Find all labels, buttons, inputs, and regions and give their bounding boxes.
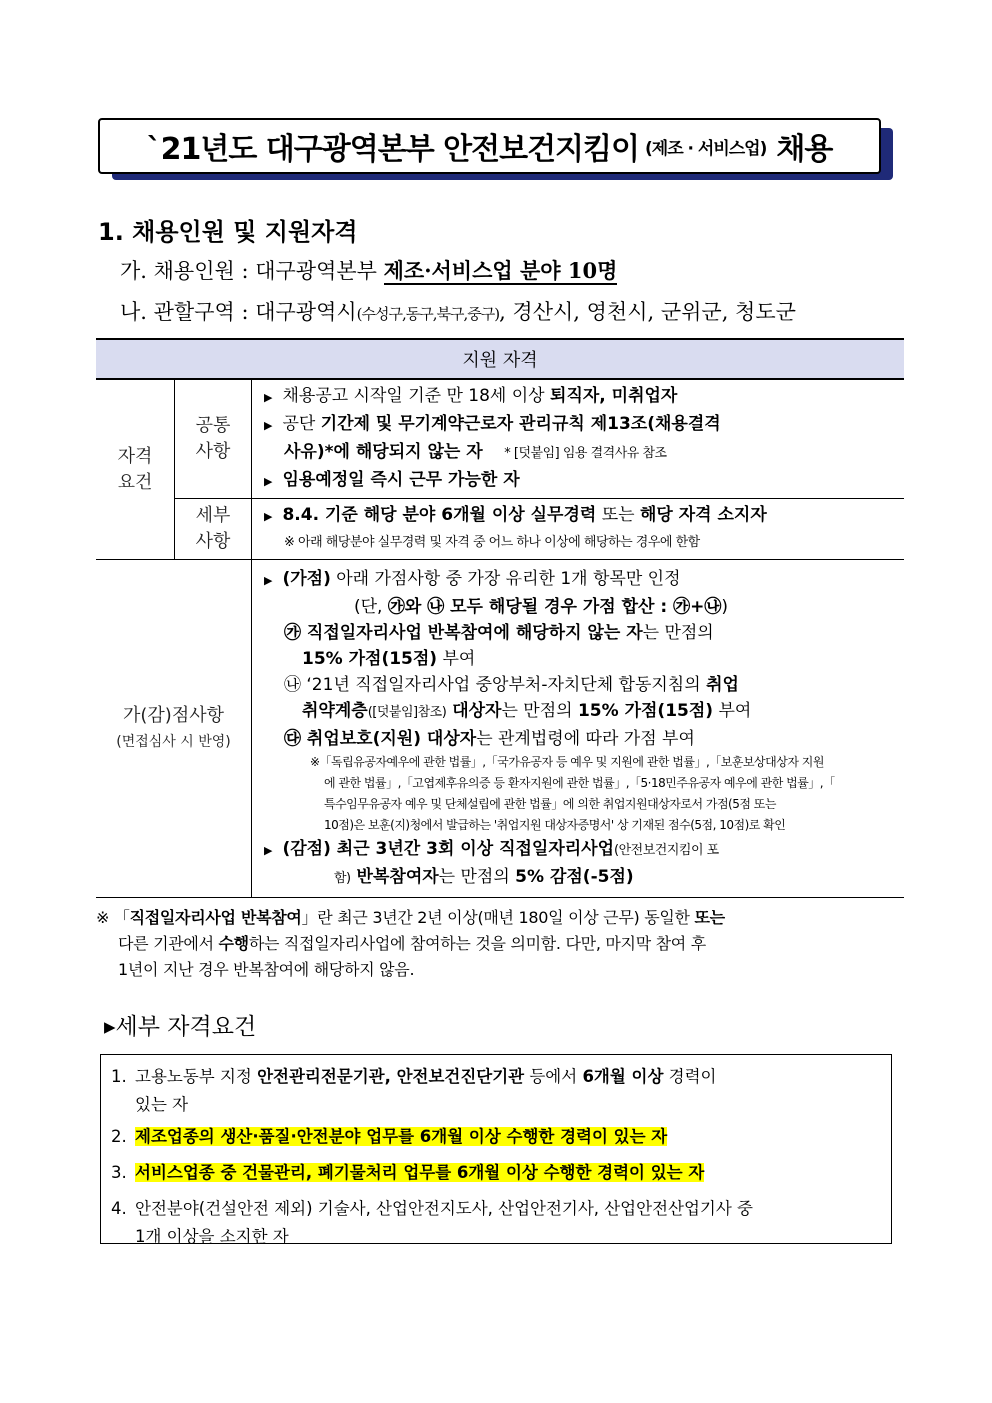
- triangle-bullet-icon: ▶: [264, 843, 273, 857]
- jurisdiction-line: [120, 296, 796, 326]
- requirement-item-1: 1. 고용노동부 지정 안전관리전문기관, 안전보건진단기관 등에서 6개월 이상 경력이 있는 자: [111, 1067, 717, 1114]
- bonus-plus-line: ▶ (가점) 아래 가점사항 중 가장 유리한 1개 항목만 인정: [264, 568, 681, 589]
- detail-requirements-cell: [252, 499, 905, 560]
- common-item-3: ▶ 임용예정일 즉시 근무 가능한 자: [264, 470, 520, 490]
- triangle-bullet-icon: ▶: [264, 391, 273, 404]
- qual-label-text: 자격 요건: [117, 445, 153, 493]
- detail-requirements-heading: ▸세부 자격요건: [104, 1014, 257, 1040]
- triangle-bullet-icon: ▶: [264, 573, 273, 587]
- bonus-label: 가(감)점사항: [123, 704, 224, 726]
- title-category: (제조 · 서비스업): [645, 138, 767, 159]
- detail-label: 세부 사항: [175, 499, 252, 560]
- detail-note: ※ 아래 해당분야 실무경력 및 자격 중 어느 하나 이상에 해당하는 경우에 한함: [284, 535, 700, 550]
- requirement-item-3: 3. 서비스업종 중 건물관리, 폐기물처리 업무를 6개월 이상 수행한 경력이 있는 자: [111, 1163, 705, 1182]
- footnote: [96, 905, 898, 983]
- bonus-content: [252, 560, 905, 898]
- detail-requirements-box: [100, 1054, 892, 1244]
- highlighted-requirement: 서비스업종 중 건물관리, 폐기물처리 업무를 6개월 이상 수행한 경력이 있는 자: [135, 1163, 705, 1182]
- bonus-item-na: ㉯ ‘21년 직접일자리사업 중앙부처-자치단체 합동지침의 취업: [284, 674, 739, 695]
- bonus-da-note-3: 특수임무유공자 예우 및 단체설립에 관한 법률」에 의한 취업지원대상자로서 가점(5점 또는: [324, 796, 776, 811]
- qualification-table: [96, 338, 904, 898]
- common-label: 공통 사항: [175, 379, 252, 499]
- title-suffix: 채용: [776, 132, 833, 167]
- requirement-item-2: 2. 제조업종의 생산·품질·안전분야 업무를 6개월 이상 수행한 경력이 있는 자: [111, 1127, 668, 1146]
- jurisdiction-city: 대구광역시: [255, 300, 357, 324]
- jurisdiction-districts: (수성구,동구,북구,중구): [356, 305, 500, 323]
- footnote-line-1: ※ 「직접일자리사업 반복참여」란 최근 3년간 2년 이상(매년 180일 이상 근무) 동일한 또는: [96, 908, 725, 927]
- bonus-da-note-1: ※「독립유공자예우에 관한 법률」,「국가유공자 등 예우 및 지원에 관한 법률」,「보훈보상대상자 지원: [310, 754, 824, 769]
- title-main: `21년도 대구광역본부 안전보건지킴이: [146, 132, 639, 167]
- bonus-label-cell: [96, 560, 252, 898]
- bonus-item-ga: ㉮ 직접일자리사업 반복참여에 해당하지 않는 자는 만점의: [284, 622, 714, 643]
- recruit-count-value: 제조·서비스업 분야 10명: [383, 258, 618, 283]
- triangle-bullet-icon: ▶: [264, 510, 273, 523]
- footnote-line-2: 다른 기관에서 수행하는 직접일자리사업에 참여하는 것을 의미함. 다만, 마지막 참여 후: [118, 934, 706, 953]
- detail-item-1: ▶ 8.4. 기준 해당 분야 6개월 이상 실무경력 또는 해당 자격 소지자: [264, 505, 767, 525]
- table-header: 지원 자격: [96, 339, 904, 379]
- common-requirements: [252, 379, 905, 499]
- page-title: [98, 118, 881, 174]
- jurisdiction-label: 나. 관할구역 :: [120, 300, 249, 324]
- bonus-item-ga-cont: 15% 가점(15점) 부여: [302, 648, 476, 669]
- jurisdiction-others: , 경산시, 영천시, 군위군, 청도군: [499, 300, 796, 324]
- section-heading: 1. 채용인원 및 지원자격: [98, 218, 358, 246]
- triangle-bullet-icon: ▶: [264, 419, 273, 432]
- bonus-da-note-4: 10점)은 보훈(지)청에서 발급하는 '취업지원 대상자증명서' 상 기재된 점수(5점, 10점)로 확인: [324, 817, 786, 832]
- title-banner: [98, 118, 893, 180]
- qual-label: [96, 379, 175, 560]
- requirement-item-4: 4. 안전분야(건설안전 제외) 기술사, 산업안전지도사, 산업안전기사, 산업안전산업기사 중 1개 이상을 소지한 자: [111, 1199, 753, 1246]
- common-item-1: ▶ 채용공고 시작일 기준 만 18세 이상 퇴직자, 미취업자: [264, 386, 678, 406]
- common-item-2: ▶ 공단 기간제 및 무기계약근로자 관리규칙 제13조(채용결격: [264, 414, 721, 434]
- highlighted-requirement: 제조업종의 생산·품질·안전분야 업무를 6개월 이상 수행한 경력이 있는 자: [135, 1127, 668, 1146]
- bonus-item-da: ㉰ 취업보호(지원) 대상자는 관계법령에 따라 가점 부여: [284, 728, 695, 749]
- footnote-line-3: 1년이 지난 경우 반복참여에 해당하지 않음.: [118, 960, 415, 979]
- common-item-2-cont: 사유)*에 해당되지 않는 자 * [덧붙임] 임용 결격사유 참조: [284, 442, 667, 462]
- triangle-bullet-icon: ▶: [264, 475, 273, 488]
- recruit-count-label: 가. 채용인원 :: [120, 259, 249, 283]
- bonus-plus-cond: (단, ㉮와 ㉯ 모두 해당될 경우 가점 합산 : ㉮+㉯): [354, 596, 728, 617]
- recruit-count-org: 대구광역본부: [255, 259, 377, 283]
- recruit-count-line: [120, 255, 617, 285]
- bonus-item-na-cont: 취약계층([덧붙임]참조) 대상자는 만점의 15% 가점(15점) 부여: [302, 700, 752, 721]
- bonus-sublabel: (면접심사 시 반영): [116, 733, 231, 750]
- bonus-da-note-2: 에 관한 법률」,「고엽제후유의증 등 환자지원에 관한 법률」,「5·18민주유공자 예우에 관한 법률」,「: [324, 775, 835, 790]
- bonus-minus-line: ▶ (감점) 최근 3년간 3회 이상 직접일자리사업(안전보건지킴이 포: [264, 838, 719, 859]
- bonus-minus-cont: 함) 반복참여자는 만점의 5% 감점(-5점): [334, 866, 634, 887]
